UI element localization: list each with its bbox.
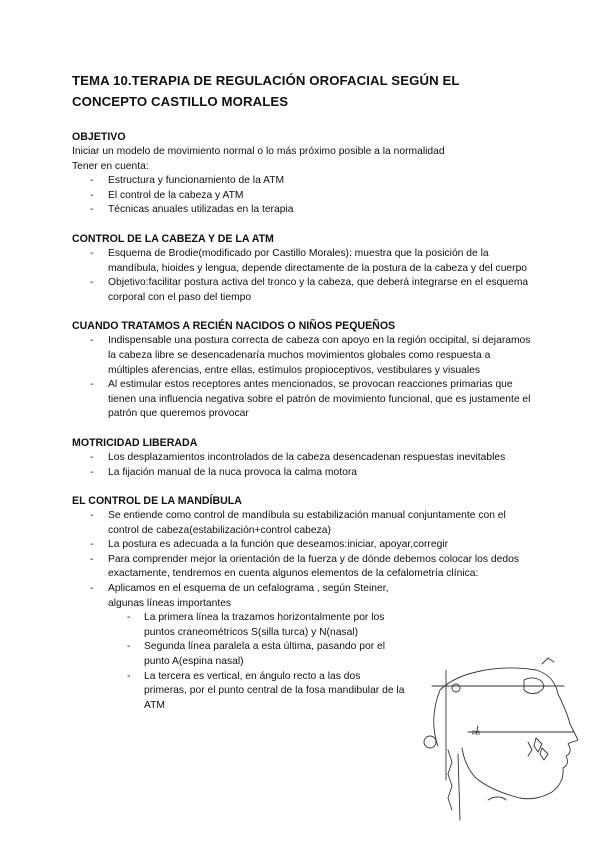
sub-list-item: - La tercera es vertical, en ángulo recto a las dos primeras, por el punto central de la fosa mandibular de la ATM (108, 670, 406, 714)
objetivo-list (72, 174, 532, 218)
list-item: - Estructura y funcionamiento de la ATM (72, 174, 532, 189)
list-item: - Se entiende como control de mandíbula su estabilización manual conjuntamente con el control de cabeza(estabilización+control cabeza) (72, 509, 532, 538)
heading-control-cabeza: CONTROL DE LA CABEZA Y DE LA ATM (72, 232, 274, 245)
figure-label: PS (472, 731, 481, 737)
list-item-text: - Aplicamos en el esquema de un cefalograma , según Steiner, algunas líneas importantes (108, 583, 389, 609)
sub-list-item: - Segunda línea paralela a esta última, pasando por el punto A(espina nasal) (108, 640, 406, 669)
list-item: - Esquema de Brodie(modificado por Castillo Morales): muestra que la posición de la mandíbula, hioides y lengua, depende directamente de la postura de la cabeza y del cuerpo (72, 247, 532, 276)
list-item: - Al estimular estos receptores antes mencionados, se provocan reacciones primarias que tienen una influencia negativa sobre el patrón de movimiento funcional, que es justamente el patrón que queremos provocar (72, 378, 532, 422)
recien-nacidos-list (72, 334, 532, 422)
list-item: - Los desplazamientos incontrolados de la cabeza desencadenan respuestas inevitables (72, 451, 532, 466)
list-item: - El control de la cabeza y ATM (72, 189, 532, 204)
list-item: - Para comprender mejor la orientación de la fuerza y de dónde debemos colocar los dedos exactamente, tendremos en cuenta algunos elementos de la cefalometría clínica: (72, 553, 532, 582)
section-motricidad (72, 436, 532, 480)
heading-objetivo: OBJETIVO (72, 131, 126, 143)
objetivo-tener-en-cuenta: Tener en cuenta: (72, 160, 149, 172)
heading-mandibula: EL CONTROL DE LA MANDÍBULA (72, 495, 242, 508)
heading-motricidad: MOTRICIDAD LIBERADA (72, 436, 198, 449)
motricidad-list (72, 451, 532, 480)
cephalogram-icon (418, 650, 590, 826)
objetivo-text: Iniciar un modelo de movimiento normal o lo más próximo posible a la normalidad (72, 146, 445, 157)
control-cabeza-list (72, 247, 532, 305)
document-title: TEMA 10.TERAPIA DE REGULACIÓN OROFACIAL SEGÚN EL CONCEPTO CASTILLO MORALES (72, 73, 460, 109)
list-item: - Objetivo:facilitar postura activa del tronco y la cabeza, que deberá integrarse en el esquema corporal con el paso del tiempo (72, 276, 532, 305)
list-item: - La fijación manual de la nuca provoca la calma motora (72, 466, 532, 481)
list-item: - Técnicas anuales utilizadas en la terapia (72, 203, 532, 218)
section-recien-nacidos (72, 319, 532, 422)
cephalogram-figure (418, 650, 590, 826)
section-control-cabeza (72, 232, 532, 305)
sub-list-item: - La primera línea la trazamos horizontalmente por los puntos craneométricos S(silla turca) y N(nasal) (108, 611, 406, 640)
document-page (72, 70, 532, 727)
heading-recien-nacidos: CUANDO TRATAMOS A RECIÉN NACIDOS O NIÑOS PEQUEÑOS (72, 320, 396, 333)
section-objetivo (72, 130, 532, 218)
list-item: - Indispensable una postura correcta de cabeza con apoyo en la región occipital, si dejaramos la cabeza libre se desencadenaría muchos movimientos globales como respuesta a múltiples aferencias, entre ellas, estímulos propioceptivos, vestibulares y visuales (72, 334, 532, 378)
list-item: - La postura es adecuada a la función que deseamos:iniciar, apoyar,corregir (72, 538, 532, 553)
